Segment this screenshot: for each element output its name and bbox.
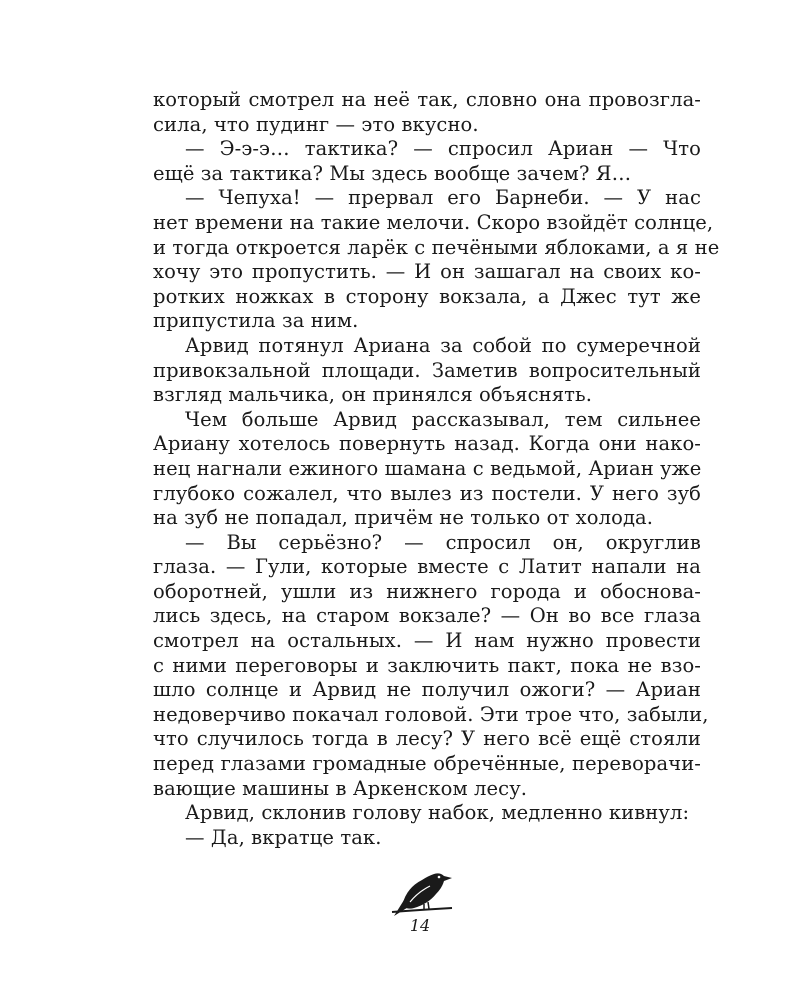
text-line: — Чепуха! — прервал его Барнеби. — У нас — [185, 186, 701, 210]
text-line: Чем больше Арвид рассказывал, тем сильнее — [185, 407, 701, 431]
text-line: оборотней, ушли из нижнего города и обоснова- — [153, 579, 701, 603]
page-number: 14 — [409, 916, 431, 935]
text-line: смотрел на остальных. — И нам нужно провести — [153, 629, 701, 653]
text-line: ротких ножках в сторону вокзала, а Джес тут же — [153, 284, 701, 308]
text-line: взгляд мальчика, он принялся объяснять. — [153, 383, 593, 407]
text-line: нец нагнали ежиного шамана с ведьмой, Ариан уже — [153, 456, 702, 480]
text-line: нет времени на такие мелочи. Скоро взойдёт солнце, — [153, 210, 714, 234]
text-line: — Да, вкратце так. — [185, 825, 382, 849]
text-line: вающие машины в Аркенском лесу. — [153, 776, 528, 800]
text-line: недоверчиво покачал головой. Эти трое что, забыли, — [153, 702, 709, 726]
text-line: Арвид, склонив голову набок, медленно кивнул: — [185, 801, 690, 825]
text-line: привокзальной площади. Заметив вопросительный — [153, 358, 701, 382]
text-line: на зуб не попадал, причём не только от холода. — [153, 506, 654, 530]
text-line: перед глазами громадные обречённые, переворачи- — [153, 752, 701, 776]
text-line: хочу это пропустить. — И он зашагал на своих ко- — [153, 260, 701, 284]
text-line: сила, что пудинг — это вкусно. — [153, 112, 479, 136]
text-line: Арвид потянул Ариана за собой по сумеречной — [185, 333, 701, 357]
text-line: с ними переговоры и заключить пакт, пока не взо- — [153, 653, 701, 677]
text-line: ещё за тактика? Мы здесь вообще зачем? Я… — [153, 161, 632, 185]
text-line: припустила за ним. — [153, 309, 359, 333]
text-line: глаза. — Гули, которые вместе с Латит напали на — [153, 555, 701, 579]
body-text — [153, 88, 720, 850]
text-line: — Э-э-э… тактика? — спросил Ариан — Что — [185, 137, 701, 161]
raven-icon — [388, 866, 454, 922]
text-line: — Вы серьёзно? — спросил он, округлив — [185, 530, 701, 554]
text-line: шло солнце и Арвид не получил ожоги? — Ариан — [153, 678, 701, 702]
text-line: который смотрел на неё так, словно она провозгла- — [153, 88, 701, 111]
text-line: глубоко сожалел, что вылез из постели. У него зуб — [153, 481, 701, 505]
text-line: лись здесь, на старом вокзале? — Он во все глаза — [153, 604, 701, 628]
text-line: Ариану хотелось повернуть назад. Когда они нако- — [153, 432, 701, 456]
text-line: и тогда откроется ларёк с печёными яблоками, а я не — [153, 235, 720, 259]
text-line: что случилось тогда в лесу? У него всё ещё стояли — [153, 727, 701, 751]
